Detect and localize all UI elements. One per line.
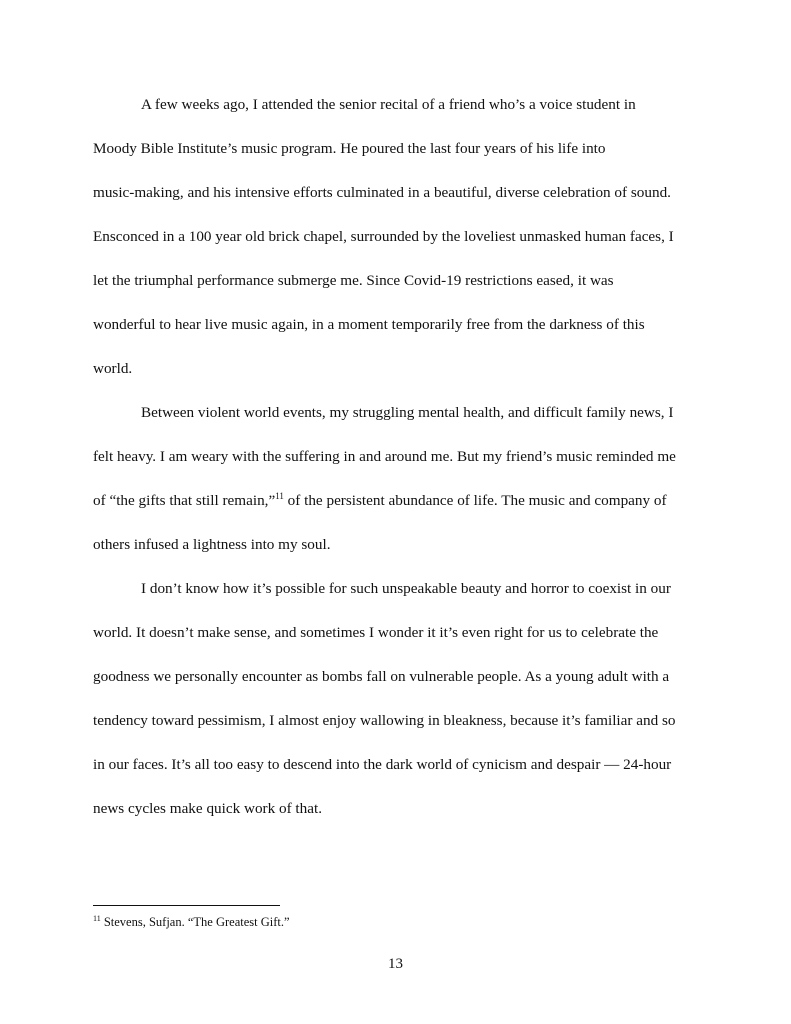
paragraph-1-line-3: music-making, and his intensive efforts culminated in a beautiful, diverse celebration of sound. bbox=[93, 184, 671, 201]
paragraph-3-line-5: in our faces. It’s all too easy to descend into the dark world of cynicism and despair — 24-hour bbox=[93, 756, 672, 773]
footnote-reference-mark[interactable]: 11 bbox=[275, 491, 284, 501]
paragraph-1-line-4: Ensconced in a 100 year old brick chapel, surrounded by the loveliest unmasked human faces, I bbox=[93, 228, 674, 245]
paragraph-3-line-2: world. It doesn’t make sense, and sometimes I wonder it it’s even right for us to celebrate the bbox=[93, 624, 659, 641]
paragraph-3-line-1: I don’t know how it’s possible for such unspeakable beauty and horror to coexist in our bbox=[141, 580, 671, 597]
paragraph-1-line-1: A few weeks ago, I attended the senior recital of a friend who’s a voice student in bbox=[141, 96, 636, 113]
footnote-number: 11 bbox=[93, 914, 101, 923]
page-number: 13 bbox=[388, 956, 403, 972]
footnote-separator bbox=[93, 905, 280, 906]
footnote-text: Stevens, Sufjan. “The Greatest Gift.” bbox=[100, 915, 290, 929]
paragraph-3-line-4: tendency toward pessimism, I almost enjoy wallowing in bleakness, because it’s familiar and so bbox=[93, 712, 676, 729]
paragraph-2-line-2: felt heavy. I am weary with the suffering in and around me. But my friend’s music reminded me bbox=[93, 448, 676, 465]
paragraph-2-line-4: others infused a lightness into my soul. bbox=[93, 536, 331, 553]
paragraph-1-line-2: Moody Bible Institute’s music program. He poured the last four years of his life into bbox=[93, 140, 606, 157]
paragraph-2-line-3 bbox=[93, 486, 701, 530]
footnote bbox=[93, 912, 290, 932]
paragraph-3-line-6: news cycles make quick work of that. bbox=[93, 800, 323, 817]
quote-continuation: of the persistent abundance of life. The music and company of bbox=[283, 492, 667, 509]
paragraph-3-line-3: goodness we personally encounter as bombs fall on vulnerable people. As a young adult with a bbox=[93, 668, 670, 685]
paragraph-1-line-5: let the triumphal performance submerge me. Since Covid-19 restrictions eased, it was bbox=[93, 272, 614, 289]
paragraph-1-line-7: world. bbox=[93, 360, 133, 377]
quote-text: of “the gifts that still remain,” bbox=[93, 492, 276, 509]
paragraph-2-line-1: Between violent world events, my struggling mental health, and difficult family news, I bbox=[141, 404, 674, 421]
body-text bbox=[93, 90, 701, 838]
paragraph-1-line-6: wonderful to hear live music again, in a moment temporarily free from the darkness of this bbox=[93, 316, 645, 333]
